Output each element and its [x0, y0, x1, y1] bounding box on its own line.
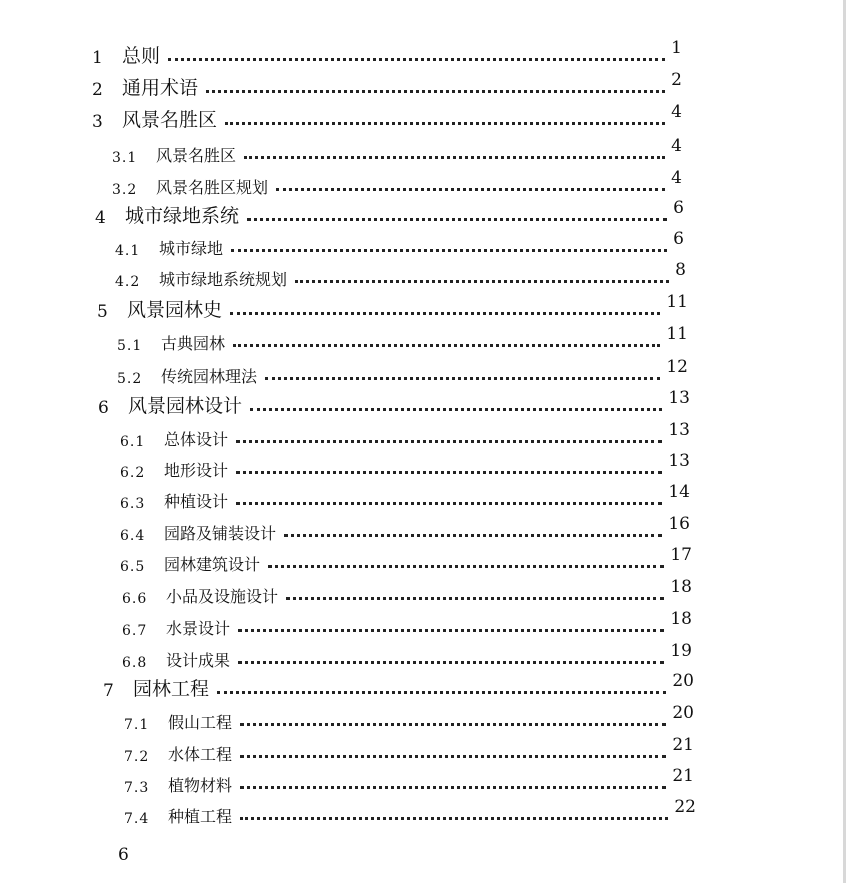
dotted-leader	[231, 249, 667, 252]
toc-entry-title: 风景名胜区	[156, 146, 237, 165]
toc-entry-title: 风景园林设计	[128, 395, 243, 417]
toc-entry-page: 1	[671, 38, 682, 58]
toc-entry-page: 4	[671, 102, 682, 122]
toc-entry-number: 4.2	[115, 274, 141, 290]
toc-entry-page: 11	[666, 324, 688, 344]
toc-entry-page: 4	[671, 136, 682, 156]
toc-section-entry	[112, 168, 682, 198]
toc-entry-number: 5.1	[117, 338, 143, 354]
toc-entry-page: 13	[668, 420, 690, 440]
toc-entry-page: 6	[673, 198, 684, 218]
dotted-leader	[236, 440, 662, 443]
toc-entry-title: 总体设计	[164, 430, 229, 449]
toc-entry-title: 植物材料	[168, 776, 233, 795]
dotted-leader	[217, 691, 666, 694]
toc-entry-page: 6	[673, 229, 684, 249]
toc-entry-number: 6.2	[120, 465, 146, 481]
toc-entry-title: 设计成果	[166, 651, 231, 670]
toc-entry-page: 20	[672, 671, 694, 691]
toc-chapter-entry	[92, 70, 682, 100]
toc-entry-page: 20	[672, 703, 694, 723]
toc-entry-number: 6.6	[122, 591, 148, 607]
toc-entry-title: 总则	[122, 45, 161, 67]
toc-entry-page: 16	[668, 514, 690, 534]
toc-entry-title: 种植工程	[168, 807, 233, 826]
toc-entry-title: 园林工程	[133, 678, 210, 700]
toc-entry-page: 21	[672, 735, 694, 755]
toc-section-entry	[124, 735, 694, 765]
toc-entry-number: 6	[98, 398, 109, 418]
dotted-leader	[238, 629, 664, 632]
toc-entry-title: 园林建筑设计	[164, 555, 261, 574]
dotted-leader	[236, 502, 662, 505]
toc-section-entry	[120, 514, 690, 544]
toc-entry-number: 7	[103, 681, 114, 701]
toc-entry-number: 7.3	[124, 780, 150, 796]
toc-entry-number: 6.1	[120, 434, 146, 450]
toc-entry-number: 7.4	[124, 811, 150, 827]
toc-entry-page: 11	[666, 292, 688, 312]
dotted-leader	[265, 377, 660, 380]
toc-entry-title: 城市绿地系统	[125, 205, 240, 227]
dotted-leader	[268, 565, 664, 568]
toc-section-entry	[115, 229, 684, 259]
toc-entry-title: 小品及设施设计	[166, 587, 279, 606]
toc-entry-page: 8	[675, 260, 686, 280]
toc-section-entry	[120, 451, 690, 481]
dotted-leader	[286, 597, 664, 600]
toc-entry-page: 14	[668, 482, 690, 502]
dotted-leader	[238, 661, 664, 664]
dotted-leader	[236, 471, 662, 474]
dotted-leader	[240, 723, 666, 726]
dotted-leader	[247, 218, 667, 221]
toc-entry-number: 6.4	[120, 528, 146, 544]
toc-entry-page: 18	[670, 577, 692, 597]
toc-section-entry	[124, 797, 696, 827]
dotted-leader	[284, 534, 662, 537]
toc-entry-title: 假山工程	[168, 713, 233, 732]
toc-entry-number: 7.1	[124, 717, 150, 733]
toc-chapter-entry	[92, 102, 682, 132]
toc-section-entry	[115, 260, 686, 290]
toc-chapter-entry	[95, 198, 684, 228]
toc-entry-page: 13	[668, 388, 690, 408]
dotted-leader	[295, 280, 669, 283]
toc-entry-number: 7.2	[124, 749, 150, 765]
toc-section-entry	[122, 577, 692, 607]
toc-entry-title: 通用术语	[122, 77, 199, 99]
toc-entry-title: 水景设计	[166, 619, 231, 638]
toc-entry-title: 传统园林理法	[161, 367, 258, 386]
toc-chapter-entry	[97, 292, 688, 322]
toc-entry-number: 3.2	[112, 182, 138, 198]
toc-entry-number: 3.1	[112, 150, 138, 166]
toc-entry-number: 5	[97, 302, 108, 322]
toc-entry-page: 13	[668, 451, 690, 471]
toc-section-entry	[124, 703, 694, 733]
toc-entry-page: 21	[672, 766, 694, 786]
toc-entry-title: 园路及铺装设计	[164, 524, 277, 543]
dotted-leader	[233, 344, 660, 347]
toc-entry-number: 2	[92, 80, 103, 100]
toc-entry-page: 12	[666, 357, 688, 377]
toc-entry-title: 种植设计	[164, 492, 229, 511]
dotted-leader	[225, 122, 665, 125]
toc-entry-number: 3	[92, 112, 103, 132]
toc-entry-title: 风景名胜区	[122, 109, 218, 131]
toc-chapter-entry	[98, 388, 690, 418]
toc-entry-title: 风景名胜区规划	[156, 178, 269, 197]
toc-section-entry	[124, 766, 694, 796]
dotted-leader	[240, 817, 668, 820]
toc-section-entry	[120, 482, 690, 512]
toc-section-entry	[112, 136, 682, 166]
toc-entry-number: 5.2	[117, 371, 143, 387]
page-number: 6	[118, 845, 129, 865]
toc-entry-page: 17	[670, 545, 692, 565]
toc-entry-page: 18	[670, 609, 692, 629]
toc-entry-number: 6.8	[122, 655, 148, 671]
toc-entry-title: 风景园林史	[127, 299, 223, 321]
toc-entry-title: 水体工程	[168, 745, 233, 764]
toc-entry-page: 2	[671, 70, 682, 90]
dotted-leader	[240, 786, 666, 789]
toc-entry-number: 1	[92, 48, 103, 68]
toc-entry-title: 城市绿地	[159, 239, 224, 258]
toc-entry-number: 4.1	[115, 243, 141, 259]
toc-chapter-entry	[92, 38, 682, 68]
toc-entry-title: 地形设计	[164, 461, 229, 480]
toc-entry-number: 6.5	[120, 559, 146, 575]
toc-section-entry	[122, 641, 692, 671]
toc-entry-number: 6.3	[120, 496, 146, 512]
dotted-leader	[240, 755, 666, 758]
toc-section-entry	[120, 545, 692, 575]
toc-section-entry	[117, 357, 688, 387]
dotted-leader	[276, 188, 665, 191]
toc-section-entry	[120, 420, 690, 450]
toc-entry-page: 19	[670, 641, 692, 661]
toc-chapter-entry	[103, 671, 694, 701]
toc-section-entry	[117, 324, 688, 354]
toc-entry-page: 4	[671, 168, 682, 188]
toc-entry-title: 城市绿地系统规划	[159, 270, 288, 289]
toc-entry-title: 古典园林	[161, 334, 226, 353]
toc-entry-number: 4	[95, 208, 106, 228]
dotted-leader	[206, 90, 665, 93]
toc-entry-page: 22	[674, 797, 696, 817]
dotted-leader	[250, 408, 662, 411]
toc-entry-number: 6.7	[122, 623, 148, 639]
dotted-leader	[168, 58, 665, 61]
dotted-leader	[230, 312, 660, 315]
dotted-leader	[244, 156, 665, 159]
toc-section-entry	[122, 609, 692, 639]
